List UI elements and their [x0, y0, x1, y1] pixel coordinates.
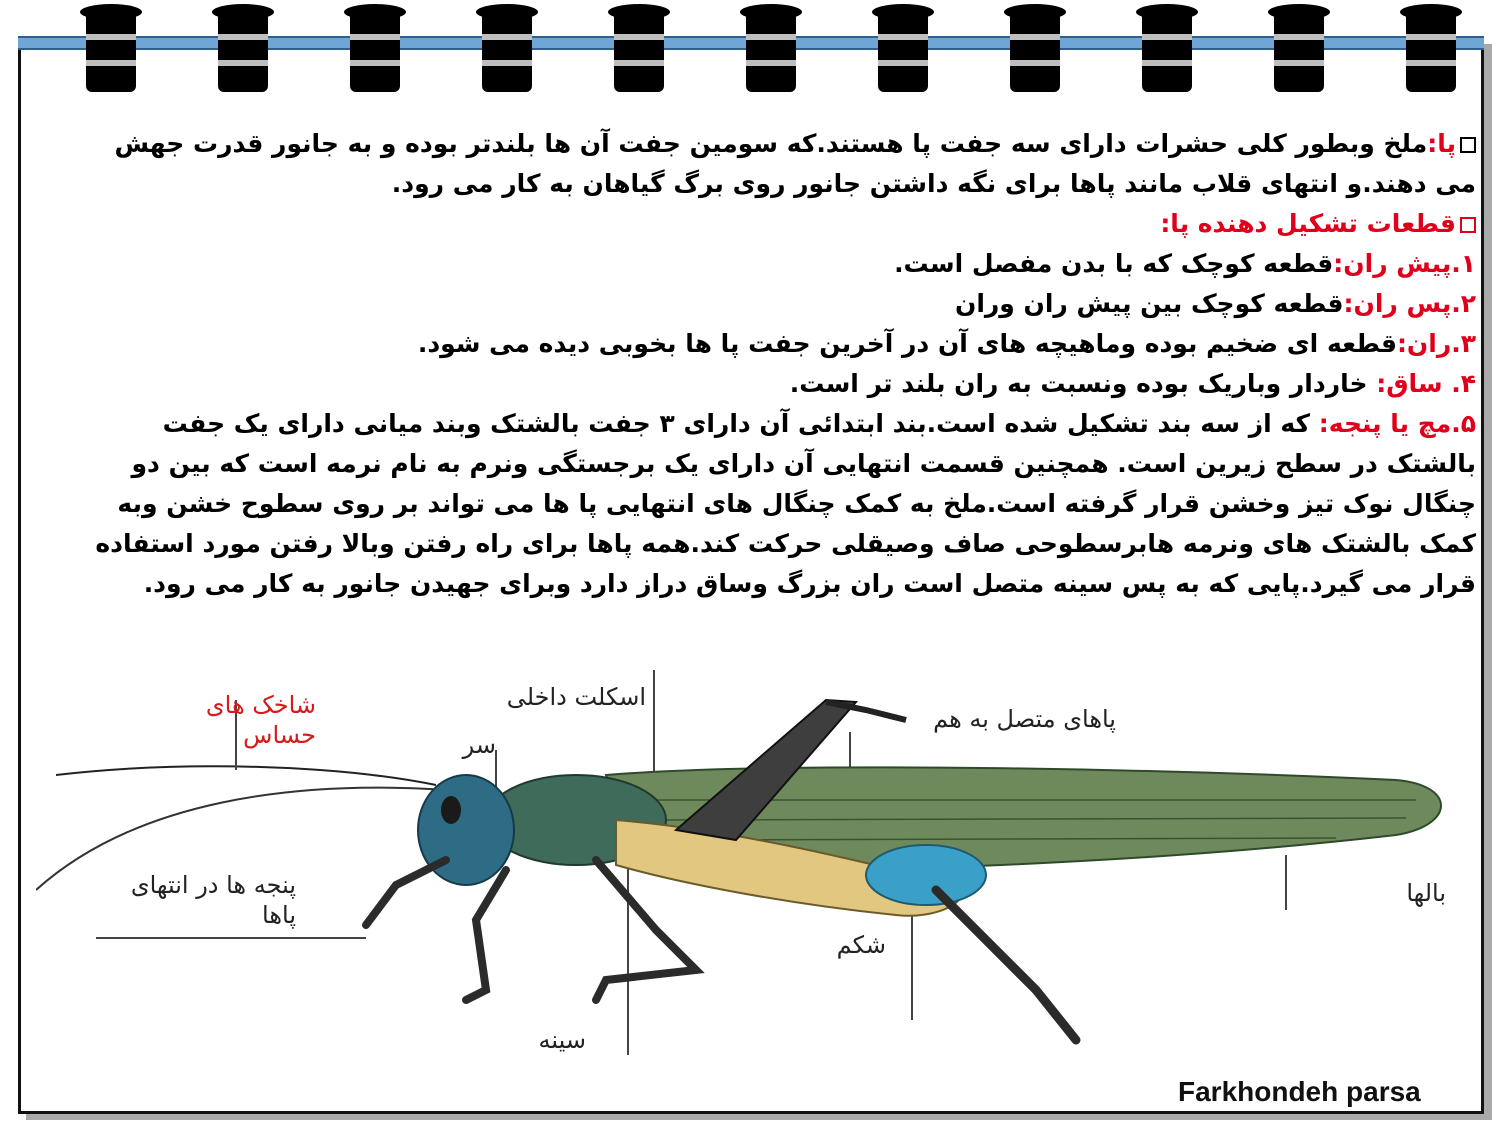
- binder-ring: [482, 6, 532, 92]
- item-label: ۳.ران:: [1396, 329, 1476, 358]
- item-text-cont: چنگال نوک تیز وخشن قرار گرفته است.ملخ به کمک چنگال های انتهایی پا ها می تواند بر روی سطوح خشن وبه: [117, 489, 1476, 518]
- item-text-cont: کمک بالشتک های ونرمه هابرسطوحی صاف وصیقلی حرکت کند.همه پاها برای راه رفتن وبالا رفتن مورد استفاده: [95, 529, 1476, 558]
- binder-ring: [1274, 6, 1324, 92]
- binder-ring: [878, 6, 928, 92]
- label-claws: پنجه ها در انتهای پاها: [130, 871, 296, 929]
- binder-ring: [746, 6, 796, 92]
- list-item: [36, 244, 1476, 284]
- item-label: ۵.مچ یا پنجه:: [1318, 409, 1476, 438]
- item-label: ۱.پیش ران:: [1333, 249, 1476, 278]
- binder-ring: [218, 6, 268, 92]
- legs-label: پا:: [1427, 129, 1456, 158]
- label-endoskeleton: اسکلت داخلی: [506, 683, 646, 711]
- binder-ring: [1142, 6, 1192, 92]
- parts-heading: قطعات تشکیل دهنده پا:: [1160, 209, 1456, 238]
- binder-ring: [350, 6, 400, 92]
- checkbox-bullet-icon: [1460, 217, 1476, 233]
- binder-ring: [86, 6, 136, 92]
- label-antennae: شاخک های حساس: [205, 691, 316, 749]
- binder-ring: [614, 6, 664, 92]
- list-item: [36, 284, 1476, 324]
- legs-text: ملخ وبطور کلی حشرات دارای سه جفت پا هستند.که سومین جفت آن ها بلندتر بوده و به جانور قدرت جهش: [114, 129, 1428, 158]
- item-text: قطعه ای ضخیم بوده وماهیچه های آن در آخرین جفت پا ها بخوبی دیده می شود.: [417, 329, 1397, 358]
- lesson-text: [36, 124, 1476, 604]
- list-item: [36, 324, 1476, 364]
- item-text: خاردار وباریک بوده ونسبت به ران بلند تر است.: [789, 369, 1377, 398]
- binder-ring: [1406, 6, 1456, 92]
- item-label: ۴. ساق:: [1376, 369, 1476, 398]
- item-text: که از سه بند تشکیل شده است.بند ابتدائی آن دارای ۳ جفت بالشتک وبند میانی دارای یک جفت: [162, 409, 1319, 438]
- list-item: [36, 364, 1476, 404]
- label-thorax: سینه: [538, 1026, 586, 1054]
- label-abdomen: شکم: [836, 931, 886, 959]
- parts-heading-line: [36, 204, 1476, 244]
- item-text-cont: قرار می گیرد.پایی که به پس سینه متصل است ران بزرگ وساق دراز دارد وبرای جهیدن جانور به کار می رود.: [143, 569, 1476, 598]
- item-text: قطعه کوچک که با بدن مفصل است.: [894, 249, 1334, 278]
- grasshopper-diagram: [36, 660, 1466, 1070]
- item-label: ۲.پس ران:: [1343, 289, 1476, 318]
- label-jointed-legs: پاهای متصل به هم: [933, 705, 1116, 733]
- binder-ring: [1010, 6, 1060, 92]
- label-head: سر: [462, 731, 496, 759]
- label-wings: بالها: [1406, 879, 1446, 907]
- list-item: [36, 404, 1476, 444]
- item-text-cont: بالشتک در سطح زیرین است. همچنین قسمت انتهایی آن دارای یک برجستگی ونرم به نام نرمه است که بین دو: [131, 449, 1476, 478]
- paragraph-legs: [36, 124, 1476, 164]
- legs-text-line2: می دهند.و انتهای قلاب مانند پاها برای نگه داشتن جانور روی برگ گیاهان به کار می رود.: [391, 169, 1476, 198]
- checkbox-bullet-icon: [1460, 137, 1476, 153]
- author-credit: Farkhondeh parsa: [1178, 1076, 1421, 1107]
- item-text: قطعه کوچک بین پیش ران وران: [954, 289, 1344, 318]
